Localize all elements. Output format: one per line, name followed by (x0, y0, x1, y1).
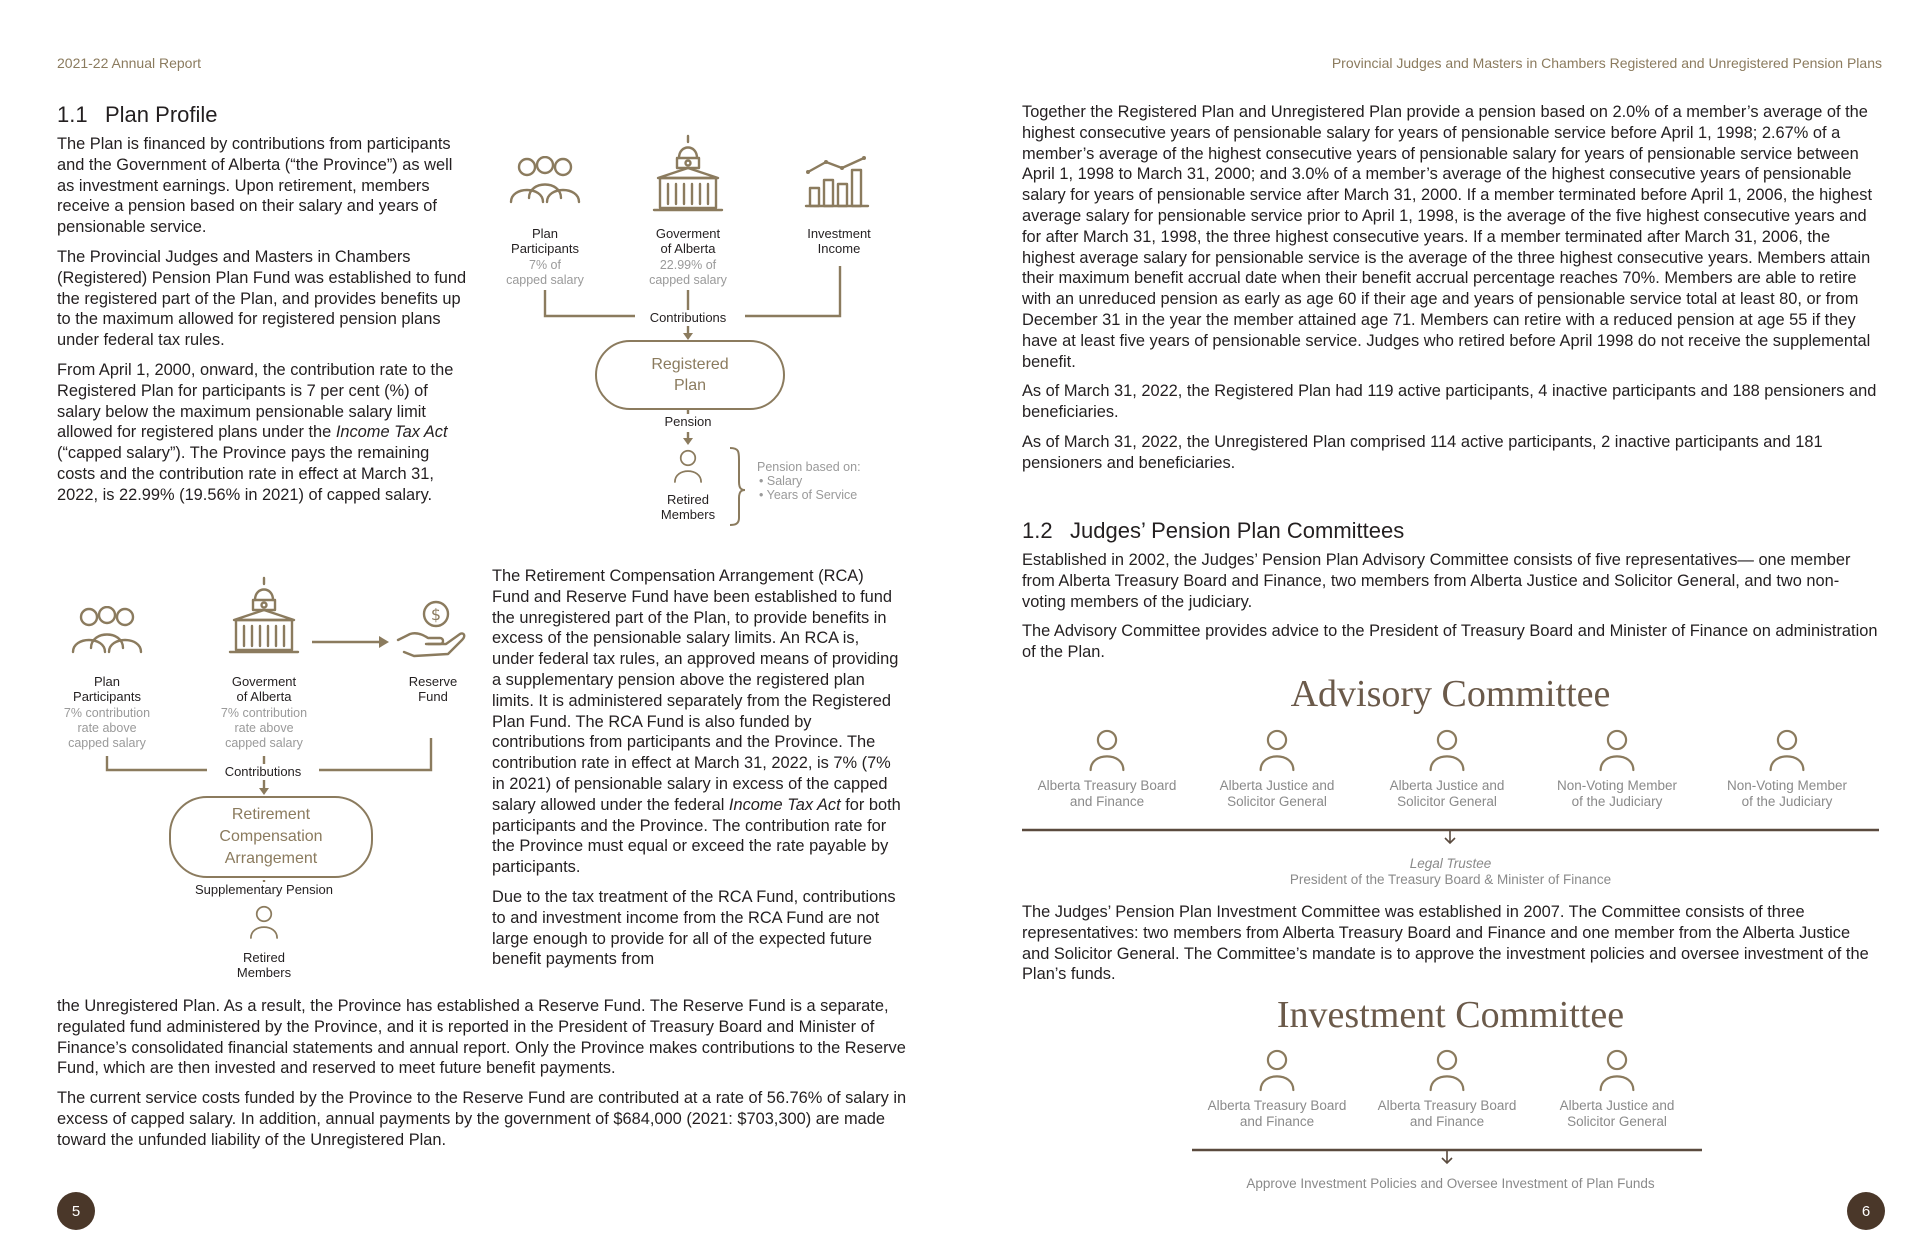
participants-rate: 7% contribution rate above capped salary (63, 706, 151, 750)
person-icon (1257, 728, 1297, 772)
committee-member (1532, 1048, 1702, 1130)
contributions-label: Contributions (638, 310, 738, 325)
rca-diagram (57, 570, 477, 990)
member-label: Alberta Treasury Board and Finance (1377, 1098, 1517, 1129)
paragraph: the Unregistered Plan. As a result, the Province has established a Reserve Fund. The Reserve Fund is a separate, regulated fund administered by the Province, and it is reported in the President of Treasury Board and Minister of Finance’s consolidated financial statements and annual report. Only the Province makes contributions to the Reserve Fund, which are then invested and reserved to meet future benefit payments. (57, 997, 906, 1078)
committees-text (1022, 550, 1879, 672)
committee-member (1702, 728, 1872, 810)
person-icon (1257, 1048, 1297, 1092)
member-label: Alberta Justice and Solicitor General (1559, 1098, 1675, 1129)
committee-member (1532, 728, 1702, 810)
investment-caption: Approve Investment Policies and Oversee Investment of Plan Funds (1246, 1176, 1655, 1191)
committee-member (1362, 728, 1532, 810)
registered-plan-box: Registered Plan (595, 340, 785, 410)
reserve-fund-text (57, 996, 919, 1160)
paragraph: The Retirement Compensation Arrangement (RCA) Fund and Reserve Fund have been established to fund the unregistered part of the Plan, to provide benefits in excess of the pensionable salary limits. An RCA is, under federal tax rules, an approved means of providing a supplementary pension above the registered plan limits. It is administered separately from the Registered Plan Fund. The RCA Fund is also funded by contributions from participants and the Province. The contribution rate in effect at March 31, 2022, is 7% (7% in 2021) of pensionable salary in excess of the capped salary allowed under the federal Income Tax Act for both participants and the Province. The contribution rate for the Province must equal or exceed the rate payable by participants. (492, 567, 901, 877)
committee-member (1022, 728, 1192, 810)
government-label: Goverment of Alberta (655, 226, 721, 256)
participants-rate: 7% of capped salary (506, 258, 584, 287)
section-number: 1.1 (57, 102, 88, 127)
advisory-connector (1022, 828, 1879, 848)
paragraph: As of March 31, 2022, the Unregistered Plan comprised 114 active participants, 2 inactive participants and 181 pensioners and beneficiaries. (1022, 432, 1823, 472)
member-label: Alberta Justice and Solicitor General (1219, 778, 1335, 809)
committee-member (1192, 728, 1362, 810)
paragraph: Due to the tax treatment of the RCA Fund, contributions to and investment income from the RCA Fund are not large enough to provide for all of the expected future benefit payments from (492, 887, 896, 969)
retired-member-icon (672, 448, 704, 484)
section-number: 1.2 (1022, 518, 1053, 543)
investment-members (1192, 1048, 1702, 1148)
paragraph: The Provincial Judges and Masters in Chambers (Registered) Pension Plan Fund was established to fund the registered part of the Plan, and provides benefits up to the maximum allowed for registered pension plans under federal tax rules. (57, 247, 467, 350)
reserve-fund-label: Reserve Fund (408, 674, 458, 704)
committee-member (1362, 1048, 1532, 1130)
person-icon (1087, 728, 1127, 772)
paragraph: The current service costs funded by the Province to the Reserve Fund are contributed at a rate of 56.76% of salary in excess of capped salary. In addition, annual payments by the government of $684,000 (2021: $703,300) are made toward the unfunded liability of the Unregistered Plan. (57, 1089, 907, 1149)
pension-label: Pension (664, 414, 712, 429)
pension-basis-salary: • Salary (759, 474, 803, 488)
retired-members-label: Retired Members (660, 492, 716, 522)
investment-committee-title: Investment Committee (1276, 994, 1625, 1036)
rca-text (492, 566, 904, 970)
supplementary-pension-label: Supplementary Pension (174, 882, 354, 897)
member-label: Alberta Treasury Board and Finance (1207, 1098, 1347, 1129)
person-icon (1767, 728, 1807, 772)
retired-member-icon (248, 904, 280, 940)
paragraph: The Judges’ Pension Plan Investment Committee was established in 2007. The Committee consists of three representatives: two members from Alberta Treasury Board and Finance and one member from the Alberta Justice and Solicitor General. The Committee’s mandate is to approve the investment policies and oversee investment of the Plan’s funds. (1022, 903, 1869, 984)
pension-based-on: Pension based on: (757, 460, 861, 474)
member-label: Alberta Treasury Board and Finance (1037, 778, 1177, 809)
participants-label: Plan Participants (73, 674, 141, 704)
paragraph: Established in 2002, the Judges’ Pension Plan Advisory Committee consists of five representatives— one member from Alberta Treasury Board and Finance, two members from Alberta Justice and Solicitor General, and two non-voting members of the judiciary. (1022, 551, 1851, 611)
header-plan-title: Provincial Judges and Masters in Chambers Registered and Unregistered Pension Plans (1331, 55, 1882, 71)
paragraph: The Advisory Committee provides advice to the President of Treasury Board and Minister of Finance on administration of the Plan. (1022, 622, 1878, 662)
contributions-label: Contributions (207, 764, 319, 779)
government-rate: 7% contribution rate above capped salary (220, 706, 308, 750)
government-label: Goverment of Alberta (231, 674, 297, 704)
advisory-members (1022, 728, 1879, 828)
participants-label: Plan Participants (511, 226, 579, 256)
paragraph: Together the Registered Plan and Unregistered Plan provide a pension based on 2.0% of a member’s average of the highest consecutive years of pensionable salary for years of pensionable service before April 1, 1998; 2.67% of a member’s average of the highest consecutive years of pensionable salary for years of pensionable service between April 1, 1998 to March 31, 2000; and 3.0% of a member’s average of the highest consecutive years of pensionable salary for years of pensionable service after March 31, 2000. If a member terminated before April 1, 2006, the highest average salary for pensionable service prior to April 1, 1998, is the average of the five highest consecutive years and for after March 31, 1998, the three highest consecutive years. If a member terminated after March 31, 2006, the highest average salary for pensionable service is the average of the three highest consecutive years. Members attain their maximum benefit accrual date when their benefit accrual percentage reaches 70%. Members are able to retire with an unreduced pension as early as age 60 if their age and years of pensionable service total at least 80, or from December 31 in the year the member attained age 71. Members can retire with a reduced pension at age 55 if they have at least five years of pensionable service. Judges who retired before April 1998 do not receive the supplemental benefit. (1022, 103, 1873, 371)
registered-plan-diagram (495, 130, 895, 530)
pension-basis-service: • Years of Service (759, 488, 858, 502)
member-label: Non-Voting Member of the Judiciary (1726, 778, 1848, 809)
rca-box: Retirement Compensation Arrangement (169, 796, 373, 878)
legal-trustee-name: President of the Treasury Board & Minister of Finance (1289, 872, 1612, 887)
government-rate: 22.99% of capped salary (649, 258, 727, 287)
page-number-right: 6 (1847, 1192, 1885, 1230)
person-icon (1427, 728, 1467, 772)
investment-committee-text (1022, 902, 1879, 994)
paragraph: As of March 31, 2022, the Registered Plan had 119 active participants, 4 inactive participants and 188 pensioners and beneficiaries. (1022, 382, 1877, 422)
pension-formula-text (1022, 102, 1879, 483)
committee-member (1192, 1048, 1362, 1130)
paragraph: From April 1, 2000, onward, the contribution rate to the Registered Plan for participants is 7 per cent (%) of salary below the maximum pensionable salary limit allowed for registered plans under the Income Tax Act (“capped salary”). The Province pays the remaining costs and the contribution rate in effect at March 31, 2022, is 22.99% (19.56% in 2021) of capped salary. (57, 360, 454, 504)
person-icon (1427, 1048, 1467, 1092)
person-icon (1597, 728, 1637, 772)
section-title: Plan Profile (105, 102, 218, 127)
investment-label: Investment Income (807, 226, 871, 256)
section-title: Judges’ Pension Plan Committees (1070, 518, 1405, 543)
paragraph: The Plan is financed by contributions from participants and the Government of Alberta (“the Province”) as well as investment earnings. Upon retirement, members receive a pension based on their salary and years of pensionable service. (57, 135, 453, 237)
retired-members-label: Retired Members (236, 950, 292, 980)
section-1-1-heading (57, 102, 218, 128)
header-report-title: 2021-22 Annual Report (57, 55, 201, 71)
member-label: Alberta Justice and Solicitor General (1389, 778, 1505, 809)
investment-connector (1192, 1148, 1702, 1168)
section-1-2-heading (1022, 518, 1404, 544)
legal-trustee-label: Legal Trustee (1409, 856, 1492, 871)
person-icon (1597, 1048, 1637, 1092)
plan-profile-text (57, 134, 467, 515)
advisory-committee-title: Advisory Committee (1290, 673, 1611, 715)
member-label: Non-Voting Member of the Judiciary (1556, 778, 1678, 809)
page-number-left: 5 (57, 1192, 95, 1230)
